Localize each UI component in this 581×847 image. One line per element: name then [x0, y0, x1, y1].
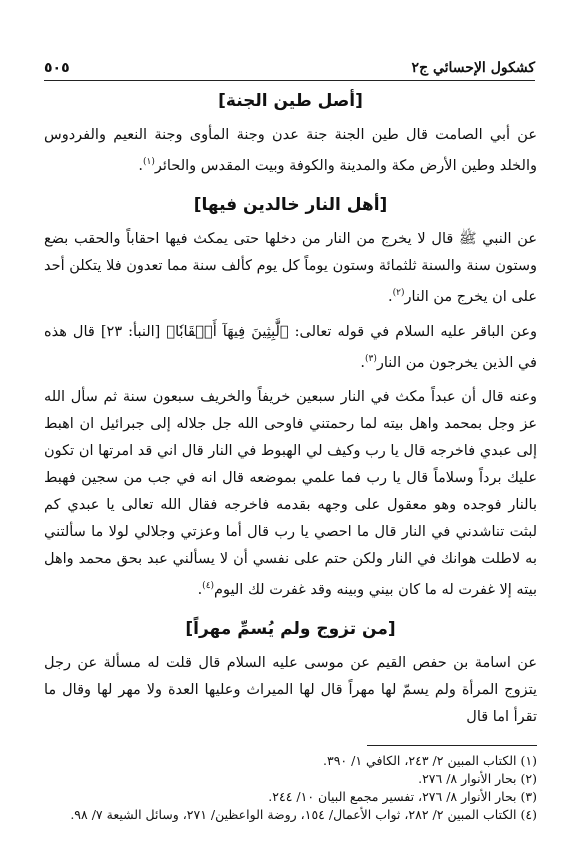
paragraph: وعنه قال أن عبداً مكث في النار سبعين خريفاً والخريف سبعون سنة ثم سأل الله عز وجل بمحمد واهل بيته لما رحمتني فاوحى الله جل جلاله إلى جبرائيل ان اهبط إلى عبدي فاخرجه قال يا رب وكيف لي الهبوط في النار قال اني قد امرتها ان تكون عليك برداً وسلاماً قال يا رب فما علمي بموضعه قال انه في جب من سجين فهبط بالنار فوجده وهو معقول على وجهه بقدمه فاخرجه فقال الله تعالى يا عبدي كم لبثت تناشدني في النار قال ما احصي يا رب قال أما وعزتي وجلالي لولا ما سألتني به لاطلت هوانك في النار ولكن حتم على نفسي أن لا يسألني عبد بحق محمد واهل بيته إلا غفرت له ما كان بيني وبينه وقد غفرت لك اليوم$^{(٤)}$.: [44, 389, 537, 599]
footnote-mark: (٣): [364, 353, 377, 364]
section-heading: [أهل النار خالدين فيها]: [193, 194, 388, 215]
paragraph: عن النبي ﷺ قال لا يخرج من النار من دخلها حتى يمكث فيها احقاباً والحقب بضع وستون سنة والسنة ثلثمائة وستون يوماً كل يوم كألف سنة مما تعدون فلا يتكلن أحد على ان يخرج من النار$^{(٢)}$.: [44, 230, 537, 305]
section-heading: [من تزوج ولم يُسمِّ مهراً]: [185, 619, 396, 640]
footnote-mark: (١): [143, 157, 155, 167]
paragraph: عن اسامة بن حفص القيم عن موسى عليه السلام قال قلت له مسألة عن رجل يتزوج المرأة ولم يسمّ لها مهراً قال لها الميراث وعليها العدة ولا مهر لها وقال ما تقرأ اما قال: [44, 655, 537, 726]
page-number: ٥٠٥: [44, 60, 70, 76]
paragraph: وعن الباقر عليه السلام في قوله تعالى: ﴿لَّٰبِثِينَ فِيهَآ أَحۡقَابٗا﴾ [النبأ: ٢٣] قال هذه في الذين يخرجون من النار$^{(٣)}$.: [44, 323, 537, 371]
section-heading: [أصل طين الجنة]: [218, 91, 363, 111]
running-title: كشكول الإحسائي ج٢: [411, 60, 535, 76]
footnote-separator: [367, 745, 537, 746]
page-body: [44, 88, 537, 824]
footnote: (٣) بحار الأنوار ٨/ ٢٧٦، تفسير مجمع البيان ١٠/ ٢٤٤.: [268, 789, 537, 805]
paragraph: عن أبي الصامت قال طين الجنة جنة عدن وجنة المأوى وجنة النعيم والفردوس والخلد وطين الأرض مكة والمدينة والكوفة وبيت المقدس والحائر$^{(١)}$.: [44, 127, 537, 174]
footnote: (١) الكتاب المبين ٢/ ٢٤٣، الكافي ١/ ٣٩٠.: [323, 753, 537, 769]
running-header: [44, 50, 535, 81]
footnote: (٤) الكتاب المبين ٢/ ٢٨٢، ثواب الأعمال/ ١٥٤، روضة الواعظين/ ٢٧١، وسائل الشيعة ٧/ ٩٨.: [70, 807, 537, 823]
footnotes: [44, 752, 537, 824]
footnote-mark: (٤): [202, 581, 215, 592]
footnote-mark: (٢): [392, 287, 405, 298]
footnote: (٢) بحار الأنوار ٨/ ٢٧٦.: [418, 771, 537, 787]
